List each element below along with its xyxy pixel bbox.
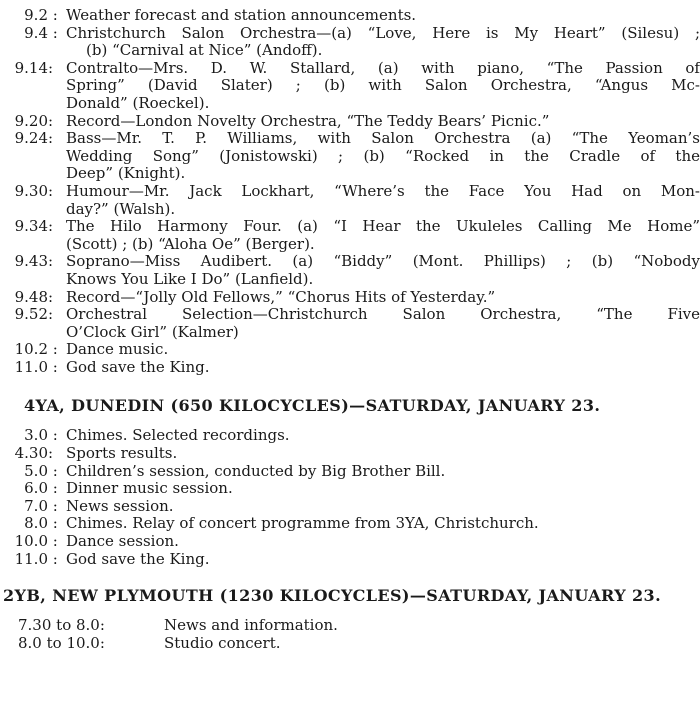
entry-separator: : — [48, 181, 58, 200]
list-item — [0, 218, 700, 253]
entry-time: 8.0 to 10.0: — [18, 633, 105, 652]
entry-time: 9.43 — [14, 252, 48, 271]
entry-description — [66, 427, 700, 445]
entry-line: Knows You Like I Do” (Lanfield). — [66, 269, 314, 288]
entry-description — [66, 533, 700, 551]
entry-line: Contralto—Mrs. D. W. Stallard, (a) with piano, “The Passion of — [66, 58, 700, 77]
entry-line: Weather forecast and station announcements. — [66, 6, 417, 24]
entry-description — [164, 617, 700, 635]
entry-line: Sports results. — [66, 444, 178, 463]
entry-description — [66, 60, 700, 113]
entry-description — [66, 253, 700, 288]
list-item — [0, 130, 700, 183]
entry-description — [66, 551, 700, 569]
entry-line: Donald” (Roeckel). — [66, 93, 210, 112]
entry-line: Spring” (David Slater) ; (b) with Salon Orchestra, “Angus Mc- — [66, 76, 700, 95]
entry-description — [66, 359, 700, 377]
entry-time: 11.0 — [14, 549, 48, 568]
entry-time: 3.0 — [24, 426, 48, 445]
entry-time: 10.0 — [14, 532, 48, 551]
entry-line: Record—“Jolly Old Fellows,” “Chorus Hits of Yesterday.” — [66, 287, 496, 306]
section-3ya-programme — [0, 7, 700, 376]
entry-description — [66, 341, 700, 359]
entry-description — [66, 306, 700, 341]
section-heading-4ya: 4YA, DUNEDIN (650 KILOCYCLES)—SATURDAY, JANUARY 23. — [24, 396, 601, 416]
entry-time: 9.14 — [14, 58, 48, 77]
entry-separator: : — [48, 6, 63, 24]
entry-separator: : — [48, 357, 63, 376]
entry-description — [66, 113, 700, 131]
entry-line: (Scott) ; (b) “Aloha Oe” (Berger). — [66, 234, 315, 253]
entry-separator: : — [48, 340, 63, 359]
list-item — [0, 551, 700, 569]
entry-line: Dance session. — [66, 532, 179, 551]
entry-line: Christchurch Salon Orchestra—(a) “Love, Here is My Heart” (Silesu) ; — [66, 23, 700, 42]
section-heading-2yb: 2YB, NEW PLYMOUTH (1230 KILOCYCLES)—SATURDAY, JANUARY 23. — [3, 586, 662, 606]
entry-line: Orchestral Selection—Christchurch Salon Orchestra, “The Five — [66, 305, 700, 324]
entry-description — [66, 289, 700, 307]
entry-time: 6.0 — [24, 479, 48, 498]
entry-time: 9.34 — [14, 217, 48, 236]
entry-separator: : — [48, 461, 63, 480]
entry-separator: : — [48, 217, 58, 236]
entry-description — [66, 218, 700, 253]
entry-line: Record—London Novelty Orchestra, “The Teddy Bears’ Picnic.” — [66, 111, 550, 130]
entry-time: 9.2 — [24, 6, 48, 24]
entry-separator: : — [48, 252, 58, 271]
entry-separator: : — [48, 58, 58, 77]
entry-description — [66, 498, 700, 516]
entry-line: Wedding Song” (Jonistowski) ; (b) “Rocked in the Cradle of the — [66, 146, 700, 165]
entry-line: Bass—Mr. T. P. Williams, with Salon Orchestra (a) “The Yeoman’s — [66, 129, 700, 148]
entry-line: Studio concert. — [164, 633, 281, 652]
entry-time: 7.0 — [24, 496, 48, 515]
list-item — [0, 289, 700, 307]
entry-description — [66, 183, 700, 218]
entry-separator: : — [48, 129, 58, 148]
entry-time: 5.0 — [24, 461, 48, 480]
entry-line: Humour—Mr. Jack Lockhart, “Where’s the Face You Had on Mon- — [66, 181, 700, 200]
entry-line: The Hilo Harmony Four. (a) “I Hear the Ukuleles Calling Me Home” — [66, 217, 700, 236]
entry-description — [66, 515, 700, 533]
entry-description — [66, 463, 700, 481]
entry-line: Deep” (Knight). — [66, 164, 186, 183]
entry-line: Dinner music session. — [66, 479, 233, 498]
entry-time: 9.24 — [14, 129, 48, 148]
entry-time: 7.30 to 8.0: — [18, 616, 105, 635]
list-item — [0, 113, 700, 131]
entry-separator: : — [48, 479, 63, 498]
list-item — [0, 341, 700, 359]
entry-line: Dance music. — [66, 340, 169, 359]
entry-time: 9.52 — [14, 305, 48, 324]
list-item — [0, 445, 700, 463]
list-item — [0, 60, 700, 113]
entry-separator: : — [48, 532, 63, 551]
list-item — [0, 480, 700, 498]
entry-time: 9.48 — [14, 287, 48, 306]
entry-separator: : — [48, 305, 58, 324]
list-item — [0, 183, 700, 218]
entry-line: News and information. — [164, 616, 338, 635]
list-item — [0, 359, 700, 377]
list-item — [0, 306, 700, 341]
list-item — [0, 7, 700, 25]
entry-line: God save the King. — [66, 549, 210, 568]
entry-separator: : — [48, 514, 63, 533]
list-item — [0, 515, 700, 533]
entry-time: 11.0 — [14, 357, 48, 376]
entry-line: day?” (Walsh). — [66, 199, 176, 218]
entry-separator: : — [48, 111, 58, 130]
entry-description — [66, 480, 700, 498]
list-item — [0, 533, 700, 551]
entry-time: 9.30 — [14, 181, 48, 200]
entry-separator: : — [48, 287, 58, 306]
entry-description — [66, 130, 700, 183]
entry-description — [66, 7, 700, 25]
section-4ya-programme — [0, 427, 700, 568]
entry-time: 10.2 — [14, 340, 48, 359]
entry-line: God save the King. — [66, 357, 210, 376]
list-item — [0, 463, 700, 481]
entry-line: Soprano—Miss Audibert. (a) “Biddy” (Mont. Phillips) ; (b) “Nobody — [66, 252, 700, 271]
entry-time: 9.4 — [24, 23, 48, 42]
entry-line: Children’s session, conducted by Big Brother Bill. — [66, 461, 446, 480]
entry-time: 8.0 — [24, 514, 48, 533]
entry-separator: : — [48, 23, 63, 42]
entry-separator: : — [48, 496, 63, 515]
list-item — [0, 498, 700, 516]
list-item — [0, 617, 700, 635]
entry-separator: : — [48, 426, 63, 445]
entry-description — [66, 25, 700, 60]
list-item — [0, 25, 700, 60]
entry-time: 4.30 — [14, 444, 48, 463]
list-item — [0, 635, 700, 653]
entry-separator: : — [48, 444, 58, 463]
entry-line: Chimes. Selected recordings. — [66, 426, 290, 445]
entry-line: News session. — [66, 496, 174, 515]
entry-line: O’Clock Girl” (Kalmer) — [66, 322, 239, 341]
entry-separator: : — [48, 549, 63, 568]
entry-line: (b) “Carnival at Nice” (Andoff). — [86, 41, 323, 60]
entry-line: Chimes. Relay of concert programme from 3YA, Christchurch. — [66, 514, 539, 533]
entry-description — [164, 635, 700, 653]
list-item — [0, 427, 700, 445]
entry-time: 9.20 — [14, 111, 48, 130]
entry-description — [66, 445, 700, 463]
list-item — [0, 253, 700, 288]
section-2yb-programme — [0, 617, 700, 652]
